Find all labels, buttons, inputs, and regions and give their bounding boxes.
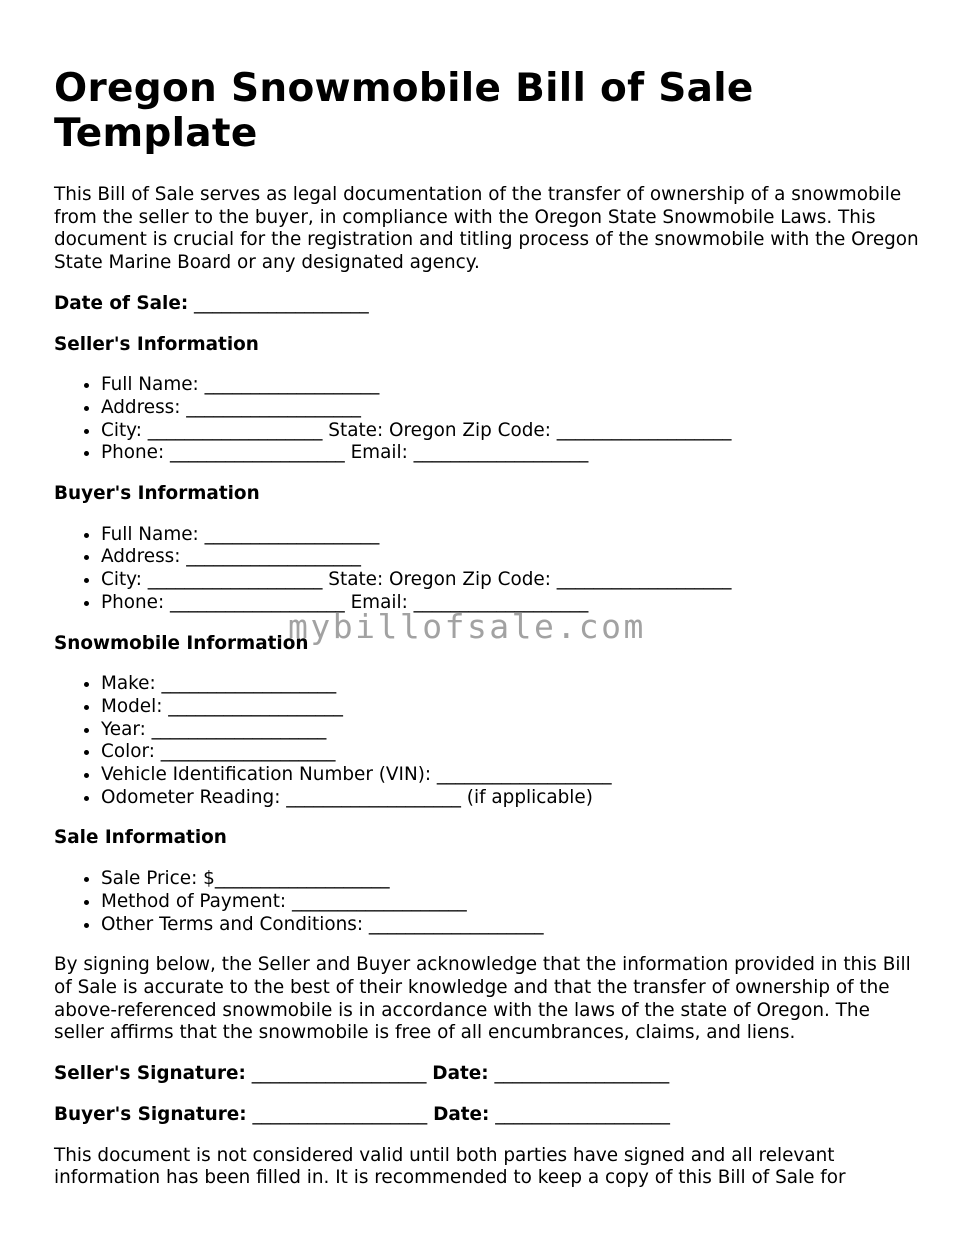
seller-date-label: Date: [432,1063,489,1085]
list-item: • Vehicle Identification Number (VIN): ___________________ [101,764,924,787]
seller-signature-line [54,1063,924,1086]
buyer-signature-blank: ___________________ [252,1103,428,1125]
list-item: • Model: ___________________ [101,696,924,719]
acknowledgement-paragraph: By signing below, the Seller and Buyer acknowledge that the information provided in this Bill of Sale is accurate to the best of their knowledge and that the transfer of ownership of the above-referenced snowmobile is in accordance with the laws of the state of Oregon. The seller affirms that the snowmobile is free of all encumbrances, claims, and liens. [54,954,911,1044]
list-item: • Method of Payment: ___________________ [101,891,924,914]
list-item: • Full Name: ___________________ [101,524,924,547]
list-item: • Color: ___________________ [101,741,924,764]
sale-info-list [54,868,924,936]
list-item: • City: ___________________ State: Oregon Zip Code: ___________________ [101,420,924,443]
snowmobile-info-list [54,673,924,809]
buyer-date-blank: ___________________ [495,1103,670,1125]
list-item: • Year: ___________________ [101,719,924,742]
list-item: • Other Terms and Conditions: ___________________ [101,914,924,937]
buyer-info-list [54,524,924,615]
watermark-text: mybillofsale.com [288,607,646,646]
list-item: • Address: ___________________ [101,546,924,569]
list-item: • Address: ___________________ [101,397,924,420]
buyer-signature-line [54,1104,924,1127]
date-of-sale-line [54,293,924,316]
seller-signature-label: Seller's Signature: [54,1063,246,1085]
date-of-sale-label: Date of Sale: [54,292,189,314]
seller-info-list [54,374,924,465]
date-of-sale-blank: ___________________ [194,292,369,314]
list-item: • Phone: ___________________ Email: ___________________ [101,442,924,465]
footer-note: This document is not considered valid until both parties have signed and all relevant information has been filled in. It is recommended to keep a copy of this Bill of Sale for [54,1144,846,1189]
list-item: • Sale Price: $___________________ [101,868,924,891]
snowmobile-heading: Snowmobile Information [54,632,309,654]
seller-signature-blank: ___________________ [251,1063,427,1085]
list-item: • Make: ___________________ [101,673,924,696]
buyer-date-label: Date: [433,1103,490,1125]
list-item: • Full Name: ___________________ [101,374,924,397]
seller-heading: Seller's Information [54,333,259,355]
seller-date-blank: ___________________ [494,1063,670,1085]
sale-heading: Sale Information [54,827,227,849]
intro-paragraph: This Bill of Sale serves as legal documentation of the transfer of ownership of a snowmobile from the seller to the buyer, in compliance with the Oregon State Snowmobile Laws. This document is crucial for the registration and titling process of the snowmobile with the Oregon State Marine Board or any designated agency. [54,184,919,274]
list-item: • Phone: ___________________ Email: ___________________ [101,592,924,615]
buyer-heading: Buyer's Information [54,483,260,505]
list-item: • City: ___________________ State: Oregon Zip Code: ___________________ [101,569,924,592]
page-title: Oregon Snowmobile Bill of Sale Template [54,66,754,156]
list-item: • Odometer Reading: ___________________ (if applicable) [101,787,924,810]
buyer-signature-label: Buyer's Signature: [54,1103,247,1125]
